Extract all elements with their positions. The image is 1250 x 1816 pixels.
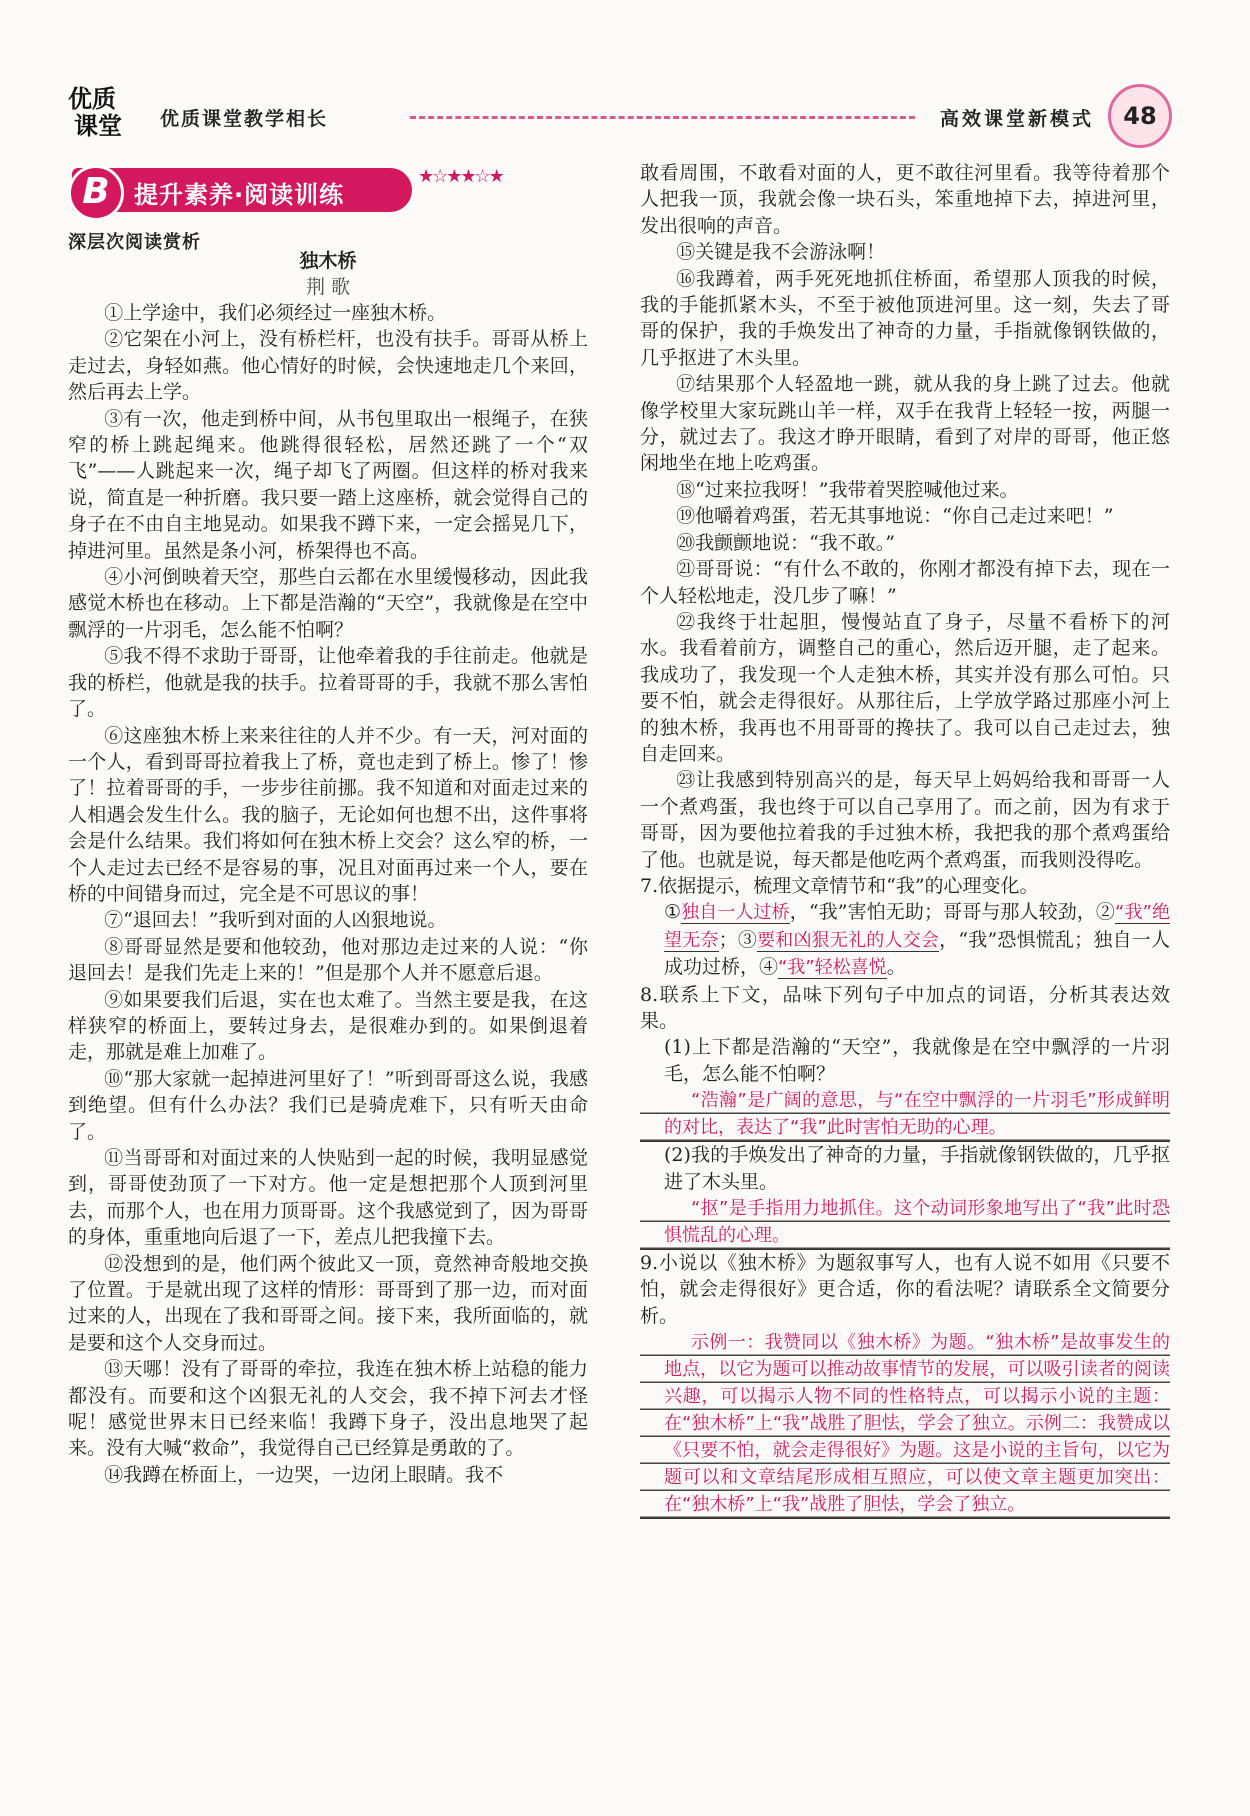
section-badge: B bbox=[68, 165, 124, 221]
question-9: 9.小说以《独木桥》为题叙事写人，也有人说不如用《只要不怕，就会走得很好》更合适，你的看法呢？请联系全文简要分析。 bbox=[640, 1252, 1170, 1327]
header-divider bbox=[410, 116, 915, 119]
paragraph: ①上学途中，我们必须经过一座独木桥。 bbox=[104, 302, 447, 324]
paragraph: ㉒我终于壮起胆，慢慢站直了身子，尽量不看桥下的河水。我看着前方，调整自己的重心，然后迈开腿，走了起来。我成功了，我发现一个人走独木桥，其实并没有那么可怕。只要不怕，就会走得很好。从那往后，上学放学路过那座小河上的独木桥，我再也不用哥哥的搀扶了。我可以自己走过去，独自走回来。 bbox=[640, 610, 1170, 765]
q7-text-3: ，“我”恐惧慌乱；独自一人成功过桥， bbox=[664, 928, 1171, 979]
paragraph: ⑰结果那个人轻盈地一跳，就从我的身上跳了过去。他就像学校里大家玩跳山羊一样，双手在我背上轻轻一按，两腿一分，就过去了。我这才睁开眼睛，看到了对岸的哥哥，他正悠闲地坐在地上吃鸡蛋。 bbox=[640, 373, 1170, 475]
paragraph: ⑪当哥哥和对面过来的人快贴到一起的时候，我明显感觉到，哥哥使劲顶了一下对方。他一定是想把那个人顶到河里去，而那个人，也在用力顶哥哥。这个我感觉到了，因为哥哥的身体，重重地向后退了一下，差点儿把我撞下去。 bbox=[68, 1147, 588, 1249]
left-column bbox=[68, 248, 588, 1488]
q7-answer-1: 独自一人过桥 bbox=[681, 902, 790, 924]
paragraph: ⑦“退回去！”我听到对面的人凶狠地说。 bbox=[104, 909, 447, 932]
paragraph: ⑲他嚼着鸡蛋，若无其事地说：“你自己走过来吧！” bbox=[676, 505, 1114, 528]
q7-text-2: ；③ bbox=[718, 928, 758, 951]
question-8-2: (2)我的手焕发出了神奇的力量，手指就像钢铁做的，几乎抠进了木头里。 bbox=[664, 1144, 1170, 1193]
question-7-answer-line bbox=[640, 899, 1170, 981]
paragraph: ⑬天哪！没有了哥哥的牵拉，我连在独木桥上站稳的能力都没有。而要和这个凶狠无礼的人交会，我不掉下河去才怪呢！感觉世界末日已经来临！我蹲下身子，没出息地哭了起来。没有大喊“救命”，我觉得自己已经算是勇敢的了。 bbox=[68, 1358, 588, 1460]
q7-marker-1: ① bbox=[664, 901, 682, 924]
paragraph: ⑮关键是我不会游泳啊！ bbox=[676, 241, 886, 264]
section-title: 提升素养·阅读训练 bbox=[134, 181, 345, 209]
paragraph: ⑭我蹲在桥面上，一边哭，一边闭上眼睛。我不 bbox=[104, 1463, 504, 1486]
q7-text-1: ，“我”害怕无助；哥哥与那人较劲，② bbox=[789, 901, 1116, 924]
q7-marker-4: ④ bbox=[759, 956, 779, 979]
paragraph: ⑩“那大家就一起掉进河里好了！”听到哥哥这么说，我感到绝望。但有什么办法？我们已是骑虎难下，只有听天由命了。 bbox=[68, 1067, 588, 1143]
page-number: 48 bbox=[1108, 84, 1172, 148]
question-8-1-answer: “浩瀚”是广阔的意思，与“在空中飘浮的一片羽毛”形成鲜明的对比，表达了“我”此时害怕无助的心理。 bbox=[640, 1087, 1170, 1142]
paragraph: ㉓让我感到特别高兴的是，每天早上妈妈给我和哥哥一人一个煮鸡蛋，我也终于可以自己享用了。而之前，因为有求于哥哥，因为要他拉着我的手过独木桥，我把我的那个煮鸡蛋给了他。也就是说，每天都是他吃两个煮鸡蛋，而我则没得吃。 bbox=[640, 769, 1170, 871]
left-slogan: 优质课堂教学相长 bbox=[160, 108, 329, 130]
paragraph: ⑯我蹲着，两手死死地抓住桥面，希望那人顶我的时候，我的手能抓紧木头，不至于被他顶进河里。这一刻，失去了哥哥的保护，我的手焕发出了神奇的力量，手指就像钢铁做的，几乎抠进了木头里。 bbox=[640, 267, 1170, 369]
right-column bbox=[640, 160, 1170, 1519]
q7-answer-4: “我”轻松喜悦 bbox=[778, 957, 887, 979]
article-title: 独木桥 bbox=[299, 250, 357, 272]
section-banner bbox=[72, 168, 412, 212]
paragraph: ㉑哥哥说：“有什么不敢的，你刚才都没有掉下去，现在一个人轻松地走，没几步了嘛！” bbox=[640, 558, 1170, 607]
logo-line2: 课堂 bbox=[74, 112, 122, 140]
question-9-answer: 示例一：我赞同以《独木桥》为题。“独木桥”是故事发生的地点，以它为题可以推动故事情节的发展，可以吸引读者的阅读兴趣，可以揭示人物不同的性格特点，可以揭示小说的主题：在“独木桥”上“我”战胜了胆怯，学会了独立。示例二：我赞成以《只要不怕，就会走得很好》为题。这是小说的主旨句，以它为题可以和文章结尾形成相互照应，可以使文章主题更加突出：在“独木桥”上“我”战胜了胆怯，学会了独立。 bbox=[640, 1329, 1170, 1519]
decorative-stars-icon: ★☆★★☆★ bbox=[418, 166, 503, 187]
q7-answer-2: “我”绝望无奈 bbox=[664, 902, 1171, 951]
question-7: 7.依据提示，梳理文章情节和“我”的心理变化。 bbox=[640, 874, 1039, 897]
brand-logo bbox=[68, 86, 148, 146]
question-8-1: (1)上下都是浩瀚的“天空”，我就像是在空中飘浮的一片羽毛，怎么能不怕啊？ bbox=[664, 1036, 1170, 1085]
logo-line1: 优质 bbox=[68, 85, 116, 113]
paragraph: ⑧哥哥显然是要和他较劲，他对那边走过来的人说：“你退回去！是我们先走上来的！”但是那个人并不愿意后退。 bbox=[68, 935, 588, 985]
paragraph: ⑥这座独木桥上来来往往的人并不少。有一天，河对面的一个人，看到哥哥拉着我上了桥，竟也走到了桥上。惨了！惨了！拉着哥哥的手，一步步往前挪。我不知道和对面走过来的人相遇会发生什么。我的脑子，无论如何也想不出，这件事将会是什么结果。我们将如何在独木桥上交会？这么窄的桥，一个人走过去已经不是容易的事，况且对面再过来一个人，要在桥的中间错身而过，完全是不可思议的事！ bbox=[68, 724, 588, 905]
question-8-2-answer: “抠”是手指用力地抓住。这个动词形象地写出了“我”此时恐惧慌乱的心理。 bbox=[640, 1195, 1170, 1250]
section-subheading: 深层次阅读赏析 bbox=[68, 232, 201, 253]
article-author: 荆 歌 bbox=[305, 276, 351, 298]
paragraph: ④小河倒映着天空，那些白云都在水里缓慢移动，因此我感觉木桥也在移动。上下都是浩瀚的“天空”，我就像是在空中飘浮的一片羽毛，怎么能不怕啊？ bbox=[68, 566, 588, 641]
paragraph: ⑨如果要我们后退，实在也太难了。当然主要是我，在这样狭窄的桥面上，要转过身去，是很难办到的。如果倒退着走，那就是难上加难了。 bbox=[68, 988, 588, 1064]
q7-text-4: 。 bbox=[886, 956, 906, 979]
paragraph: ⑱“过来拉我呀！”我带着哭腔喊他过来。 bbox=[676, 478, 1019, 501]
paragraph: ⑳我颤颤地说：“我不敢。” bbox=[676, 531, 896, 554]
page-header bbox=[60, 82, 1180, 152]
q7-answer-3: 要和凶狠无礼的人交会 bbox=[757, 929, 940, 951]
question-8: 8.联系上下文，品味下列句子中加点的词语，分析其表达效果。 bbox=[640, 983, 1170, 1032]
paragraph: ⑤我不得不求助于哥哥，让他牵着我的手往前走。他就是我的桥栏，他就是我的扶手。拉着哥哥的手，我就不那么害怕了。 bbox=[68, 645, 588, 721]
paragraph: ②它架在小河上，没有桥栏杆，也没有扶手。哥哥从桥上走过去，身轻如燕。他心情好的时候，会快速地走几个来回，然后再去上学。 bbox=[68, 328, 588, 404]
paragraph: 敢看周围，不敢看对面的人，更不敢往河里看。我等待着那个人把我一顶，我就会像一块石头，笨重地掉下去，掉进河里，发出很响的声音。 bbox=[640, 162, 1170, 237]
paragraph: ⑫没想到的是，他们两个彼此又一顶，竟然神奇般地交换了位置。于是就出现了这样的情形：哥哥到了那一边，而对面过来的人，出现在了我和哥哥之间。接下来，我所面临的，就是要和这个人交身而过。 bbox=[68, 1252, 588, 1354]
right-slogan: 高效课堂新模式 bbox=[940, 108, 1095, 130]
paragraph: ③有一次，他走到桥中间，从书包里取出一根绳子，在狭窄的桥上跳起绳来。他跳得很轻松，居然还跳了一个“双飞”——人跳起来一次，绳子却飞了两圈。但这样的桥对我来说，简直是一种折磨。我只要一踏上这座桥，就会觉得自己的身子在不由自主地晃动。如果我不蹲下来，一定会摇晃几下，掉进河里。虽然是条小河，桥架得也不高。 bbox=[68, 407, 588, 562]
